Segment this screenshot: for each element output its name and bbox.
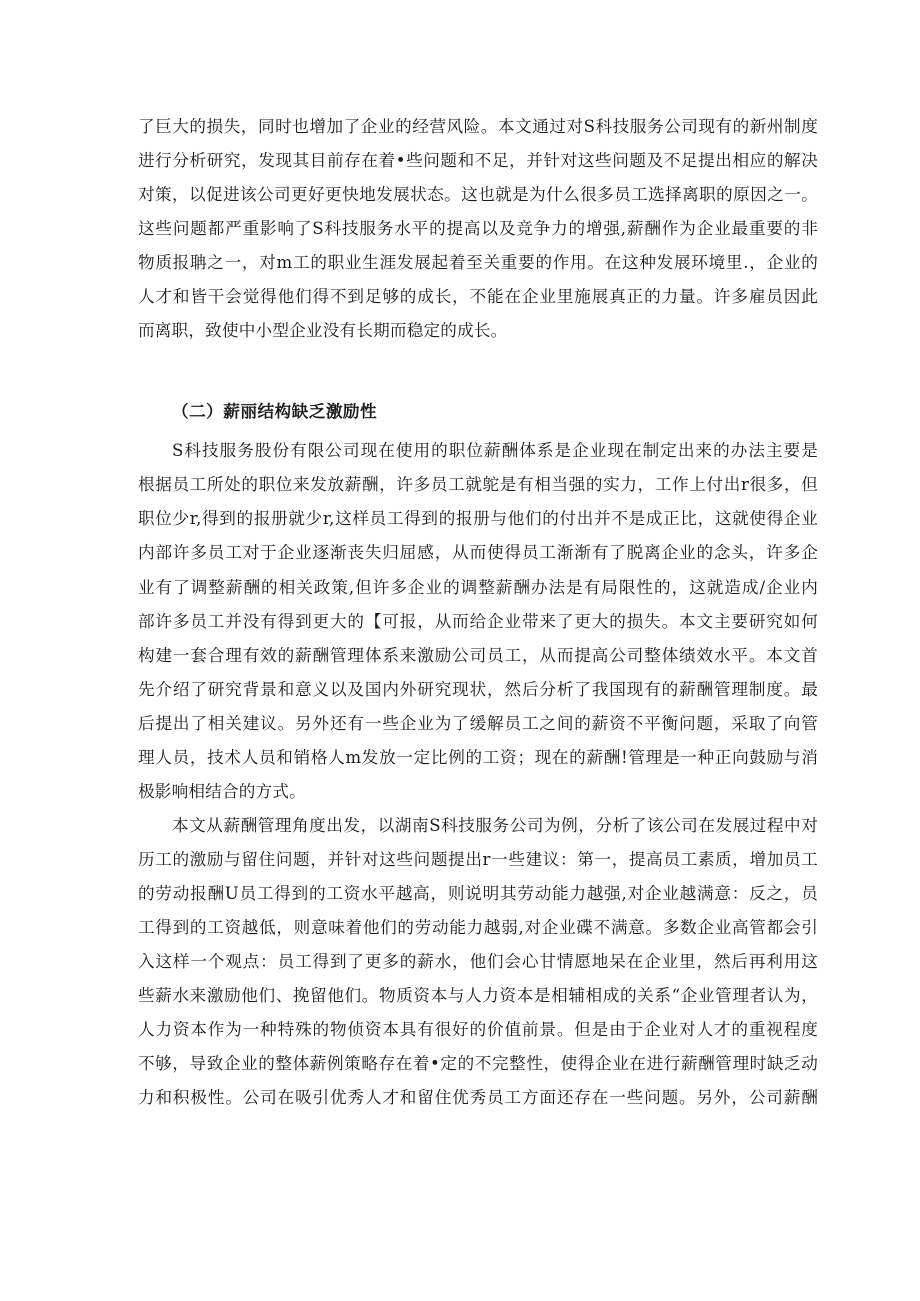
paragraph1-line-2: 进行分析研究，发现其目前存在着•些问题和不足，并针对这些问题及不足提出相应的解决 bbox=[138, 151, 818, 170]
paragraph3-line-3: 的劳动报酬U员工得到的工资水平越高，则说明其劳动能力越强,对企业越满意：反之，员 bbox=[138, 884, 818, 903]
paragraph3-line-7: 人力资本作为一种特殊的物侦资本具有很好的价值前景。但是由于企业对人才的重视程度 bbox=[138, 1020, 818, 1039]
paragraph2-line-9: 后提出了相关建议。另外还有一些企业为了缓解员工之间的薪资不平衡问题，采取了向管 bbox=[138, 714, 818, 733]
paragraph2-line-2: 根据员工所处的职位来发放薪酬，许多员工就鸵是有相当强的实力，工作上付出r很多，但 bbox=[138, 475, 818, 494]
paragraph1-line-6: 人才和皆干会觉得他们得不到足够的成长，不能在企业里施展真正的力量。许多雇员因此 bbox=[138, 287, 818, 306]
paragraph2-line-1: S科技服务股份有限公司现在使用的职位薪酬体系是企业现在制定出来的办法主要是 bbox=[172, 441, 818, 460]
paragraph1-line-5: 物质报聃之一，对m工的职业生涯发展起着至关重要的作用。在这种发展环境里.，企业的 bbox=[138, 253, 818, 272]
paragraph3-line-8: 不够，导致企业的整体薪例策略存在着•定的不完整性，使得企业在进行薪酬管理时缺乏动 bbox=[138, 1054, 818, 1073]
paragraph3-line-5: 入这样一个观点：员工得到了更多的薪水，他们会心甘情愿地呆在企业里，然后再利用这 bbox=[138, 952, 818, 971]
paragraph3-line-9: 力和积极性。公司在吸引优秀人才和留住优秀员工方面还存在一些问题。另外，公司薪酬 bbox=[138, 1088, 818, 1107]
paragraph1-line-7: 而离职，致使中小型企业没有长期而稳定的成长。 bbox=[138, 321, 508, 340]
paragraph2-line-4: 内部许多员工对于企业逐渐丧失归屈感，从而使得员工渐渐有了脱离企业的念头，许多企 bbox=[138, 543, 818, 562]
paragraph3-line-2: 历工的激励与留住问题，并针对这些问题提出r一些建议：第一，提高员工素质，增加员工 bbox=[138, 850, 818, 869]
paragraph1-line-4: 这些问题都严重影响了S科技服务水平的提高以及竞争力的增强,薪酬作为企业最重要的非 bbox=[138, 219, 818, 238]
paragraph2-line-11: 极影响相结合的方式。 bbox=[138, 782, 306, 801]
paragraph2-line-10: 理人员，技术人员和销格人m发放一定比例的工资；现在的薪酬!管理是一种正向鼓励与消 bbox=[138, 748, 818, 767]
paragraph3-line-6: 些薪水来激励他们、挽留他们。物质资本与人力资本是相辅相成的关系“企业管理者认为， bbox=[138, 986, 818, 1005]
section-heading: （二）薪丽结构缺乏激励性 bbox=[172, 402, 378, 421]
paragraph2-line-5: 业有了调整薪酬的相关政策,但许多企业的调整薪酬办法是有局限性的，这就造成/企业内 bbox=[138, 578, 818, 597]
paragraph3-line-1: 本文从薪酬管理角度出发，以湖南S科技服务公司为例，分析了该公司在发展过程中对 bbox=[172, 816, 818, 835]
paragraph2-line-7: 构建一套合理有效的薪酬管理体系来激励公司员工，从而提高公司整体绩效水平。本文首 bbox=[138, 646, 818, 665]
paragraph3-line-4: 工得到的工资越低，则意味着他们的劳动能力越弱,对企业碟不满意。多数企业高管都会引 bbox=[138, 918, 818, 937]
paragraph2-line-6: 部许多员工并没有得到更大的【可报，从而给企业带来了更大的损失。本文主要研究如何 bbox=[138, 612, 818, 631]
paragraph1-line-3: 对策，以促进该公司更好更快地发展状态。这也就是为什么很多员工选择离职的原因之一。 bbox=[138, 185, 818, 204]
paragraph2-line-3: 职位少r,得到的报册就少r,这样员工得到的报册与他们的付出并不是成正比，这就使得企业 bbox=[138, 509, 818, 528]
paragraph1-line-1: 了巨大的损失，同时也增加了企业的经营风险。本文通过对S科技服务公司现有的新州制度 bbox=[138, 117, 818, 136]
paragraph2-line-8: 先介绍了研究背景和意义以及国内外研究现状，然后分析了我国现有的薪酬管理制度。最 bbox=[138, 680, 818, 699]
